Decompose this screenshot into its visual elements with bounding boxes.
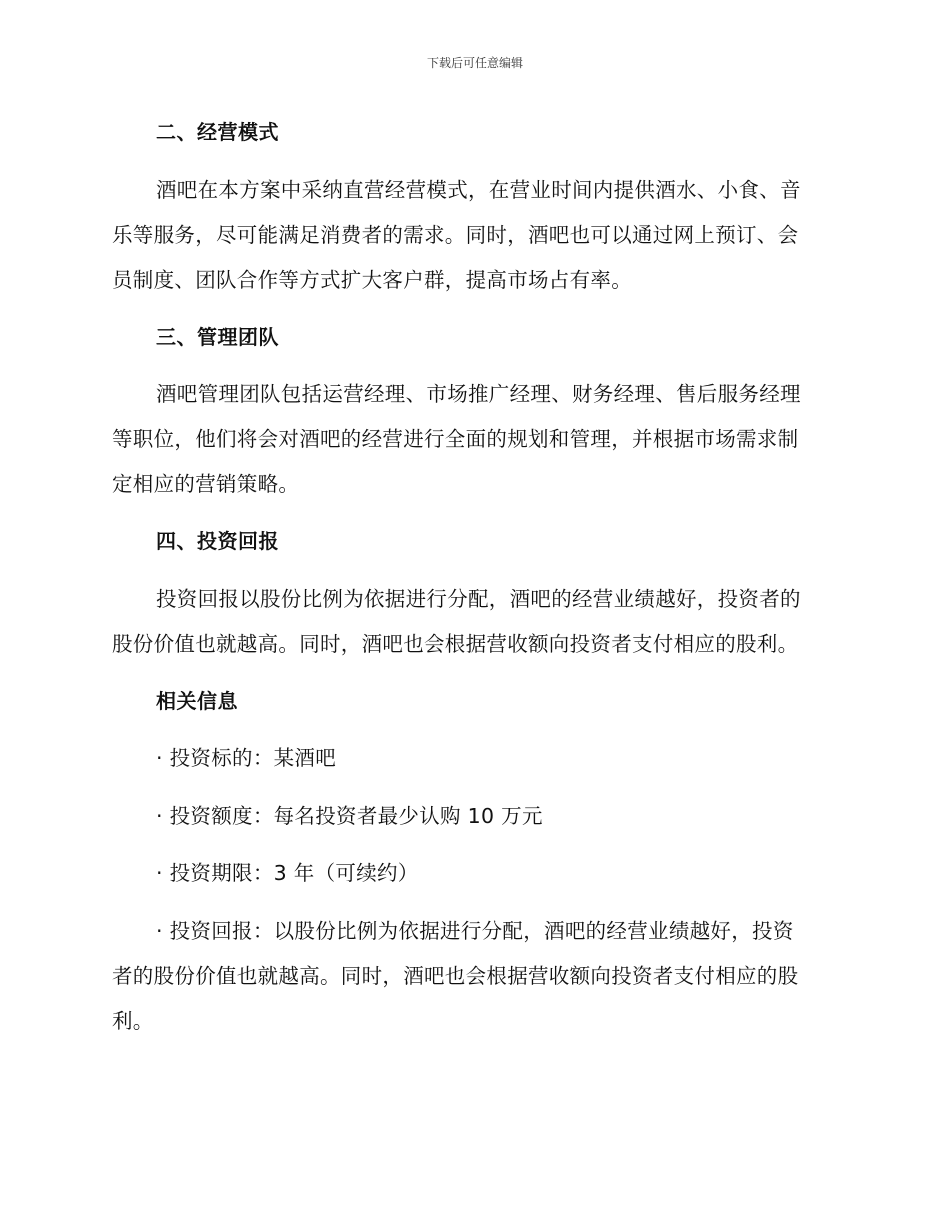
- info-list-item-continuation: 利。: [112, 1009, 154, 1033]
- info-list-item-continuation: 者的股份价值也就越高。同时，酒吧也会根据营收额向投资者支付相应的股: [112, 964, 799, 988]
- paragraph-line: 定相应的营销策略。: [112, 472, 300, 496]
- paragraph-line: 酒吧管理团队包括运营经理、市场推广经理、财务经理、售后服务经理: [156, 382, 801, 406]
- section-heading-business-mode: 二、经营模式: [156, 120, 279, 144]
- info-list-item: · 投资期限：3 年（可续约）: [156, 861, 419, 885]
- paragraph-line: 投资回报以股份比例为依据进行分配，酒吧的经营业绩越好，投资者的: [156, 587, 801, 611]
- paragraph-line: 员制度、团队合作等方式扩大客户群，提高市场占有率。: [112, 268, 632, 292]
- paragraph-line: 等职位，他们将会对酒吧的经营进行全面的规划和管理，并根据市场需求制: [112, 427, 799, 451]
- paragraph-line: 股份价值也就越高。同时，酒吧也会根据营收额向投资者支付相应的股利。: [112, 632, 799, 656]
- info-list-item: · 投资额度：每名投资者最少认购 10 万元: [156, 804, 543, 828]
- section-heading-management-team: 三、管理团队: [156, 325, 279, 349]
- section-heading-investment-return: 四、投资回报: [156, 529, 279, 553]
- section-heading-related-info: 相关信息: [156, 689, 238, 713]
- page-header: 下载后可任意编辑: [426, 56, 523, 70]
- paragraph-line: 酒吧在本方案中采纳直营经营模式，在营业时间内提供酒水、小食、音: [156, 178, 801, 202]
- info-list-item: · 投资标的：某酒吧: [156, 746, 337, 770]
- paragraph-line: 乐等服务，尽可能满足消费者的需求。同时，酒吧也可以通过网上预订、会: [112, 223, 799, 247]
- info-list-item: · 投资回报：以股份比例为依据进行分配，酒吧的经营业绩越好，投资: [156, 919, 794, 943]
